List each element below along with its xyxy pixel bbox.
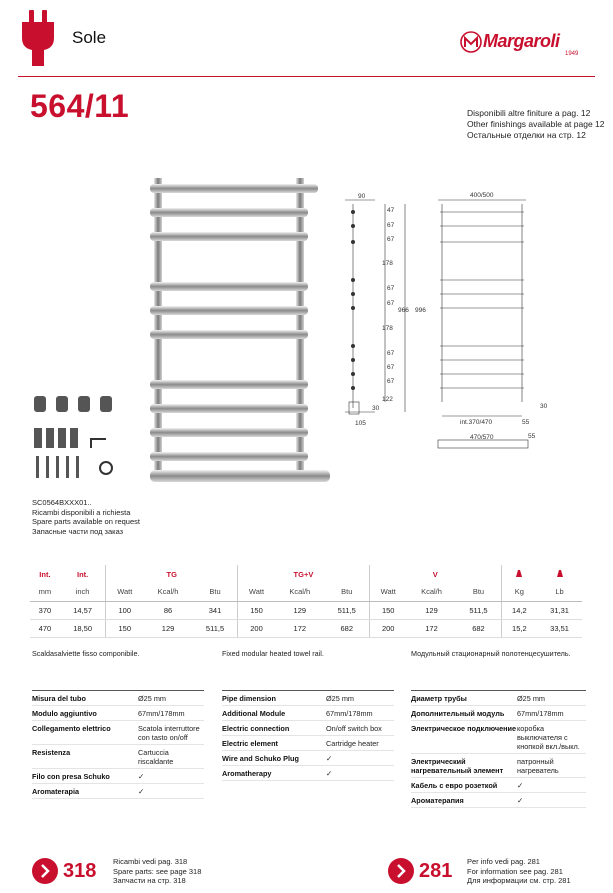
table-row: 470 18,50 150 129 511,5 200 172 682 200 172 682 15,2 33,51 [30, 619, 582, 637]
header-divider [18, 76, 595, 77]
feature-row: Wire and Schuko Plug ✓ [222, 751, 394, 766]
spare-parts-image [28, 390, 128, 480]
table-row: 370 14,57 100 86 341 150 129 511,5 150 129 511,5 14,2 31,31 [30, 601, 582, 619]
dim-side-11: 122 [382, 396, 393, 403]
spare-parts-ru: Запасные части под заказ [32, 526, 124, 536]
info-link-icon[interactable] [388, 858, 414, 884]
dim-side-3: 67 [387, 236, 395, 243]
availability-note [467, 108, 605, 141]
spare-parts-link-icon[interactable] [32, 858, 58, 884]
dim-side-9: 67 [387, 364, 395, 371]
feature-row: Electric connection On/off switch box [222, 721, 394, 736]
chevron-right-icon [388, 858, 414, 884]
dim-side-5: 67 [387, 285, 395, 292]
description-ru: Модульный стационарный полотенцесушитель. [411, 649, 571, 658]
feature-row: Электрический нагревательный элемент патронный нагреватель [411, 754, 586, 778]
info-ref: Per info vedi pag. 281 For information see pag. 281 Для информации см. стр. 281 [467, 857, 571, 885]
brand-year: 1949 [565, 51, 579, 57]
dim-side-12: 30 [372, 405, 380, 412]
dim-side-15: 105 [355, 420, 366, 427]
dim-front-3: 30 [540, 403, 548, 410]
spare-parts-it: Ricambi disponibili a richiesta [32, 507, 131, 517]
feature-row: Электрическое подключение коробка выключателя с кнопкой вкл./выкл. [411, 721, 586, 754]
dim-top-1: 55 [528, 433, 536, 440]
dim-front-1: int.370/470 [460, 419, 493, 426]
brand-name: Margaroli [483, 31, 560, 51]
dim-side-7: 178 [382, 325, 393, 332]
dim-side-2: 67 [387, 222, 395, 229]
spare-parts-en: Spare parts available on request [32, 517, 140, 526]
spec-head-int-mm: Int. [39, 569, 51, 579]
spec-head-tgv: TG+V [238, 565, 370, 583]
spec-units-row: mm inch Watt Kcal/h Btu Watt Kcal/h Btu Watt Kcal/h Btu Kg Lb [30, 583, 582, 601]
model-number: 564/11 [30, 88, 130, 124]
dim-side-10: 67 [387, 378, 395, 385]
feature-row: Кабель с евро розеткой ✓ [411, 778, 586, 793]
dim-side-13: 966 [398, 307, 409, 314]
feature-row: Aromaterapia ✓ [32, 784, 204, 799]
spare-parts-code: SC0564BXXX01.. [32, 498, 92, 507]
dim-side-6: 67 [387, 300, 395, 307]
dim-side-4: 178 [382, 260, 393, 267]
spare-parts-page[interactable]: 318 [63, 860, 97, 882]
spare-parts-ref: Ricambi vedi pag. 318 Spare parts: see page 318 Запчасти на стр. 318 [113, 857, 202, 885]
dim-top-0: 470/570 [470, 434, 494, 441]
availability-en: Other finishings available at page 12 [467, 119, 605, 129]
front-view-drawing [430, 190, 560, 450]
spec-head-tg: TG [106, 565, 238, 583]
feature-row: Pipe dimension Ø25 mm [222, 691, 394, 706]
feature-row: Диаметр трубы Ø25 mm [411, 691, 586, 706]
feature-row: Collegamento elettrico Scatola interruttore con tasto on/off [32, 721, 204, 745]
feature-row: Modulo aggiuntivo 67mm/178mm [32, 706, 204, 721]
dim-front-2: 55 [522, 419, 530, 426]
spec-head-v: V [369, 565, 501, 583]
spare-parts-note [32, 498, 140, 536]
features-table-ru [411, 690, 586, 808]
feature-row: Resistenza Cartuccia riscaldante [32, 745, 204, 769]
feature-row: Misura del tubo Ø25 mm [32, 691, 204, 706]
margaroli-logo-icon [460, 31, 482, 53]
dim-front-0: 400/500 [470, 192, 494, 199]
availability-it: Disponibili altre finiture a pag. 12 [467, 108, 591, 118]
side-view-drawing [335, 190, 435, 430]
info-page[interactable]: 281 [419, 860, 453, 882]
feature-row: Filo con presa Schuko ✓ [32, 769, 204, 784]
features-table-it [32, 690, 204, 799]
feature-row: Aromatherapy ✓ [222, 766, 394, 781]
description-it: Scaldasalviette fisso componibile. [32, 649, 140, 658]
dim-side-0: 90 [358, 193, 366, 200]
dim-side-14: 996 [415, 307, 426, 314]
chevron-right-icon [32, 858, 58, 884]
feature-row: Дополнительный модуль 67mm/178mm [411, 706, 586, 721]
spec-table [30, 565, 582, 638]
spec-head-kg [501, 565, 537, 583]
spec-head-int-inch: Int. [76, 569, 89, 579]
towel-rail-image [140, 170, 330, 500]
availability-ru: Остальные отделки на стр. 12 [467, 130, 586, 140]
weight-icon [514, 569, 524, 577]
feature-row: Additional Module 67mm/178mm [222, 706, 394, 721]
weight-icon [555, 569, 565, 577]
dim-side-8: 67 [387, 350, 395, 357]
spec-head-lb [537, 565, 582, 583]
feature-row: Ароматерапия ✓ [411, 793, 586, 808]
spec-group-header-row [30, 565, 582, 583]
feature-row: Electric element Cartridge heater [222, 736, 394, 751]
features-table-en [222, 690, 394, 781]
category-title: Sole [72, 28, 107, 47]
electric-plug-icon [20, 8, 60, 66]
dim-side-1: 47 [387, 207, 395, 214]
description-en: Fixed modular heated towel rail. [222, 649, 324, 658]
